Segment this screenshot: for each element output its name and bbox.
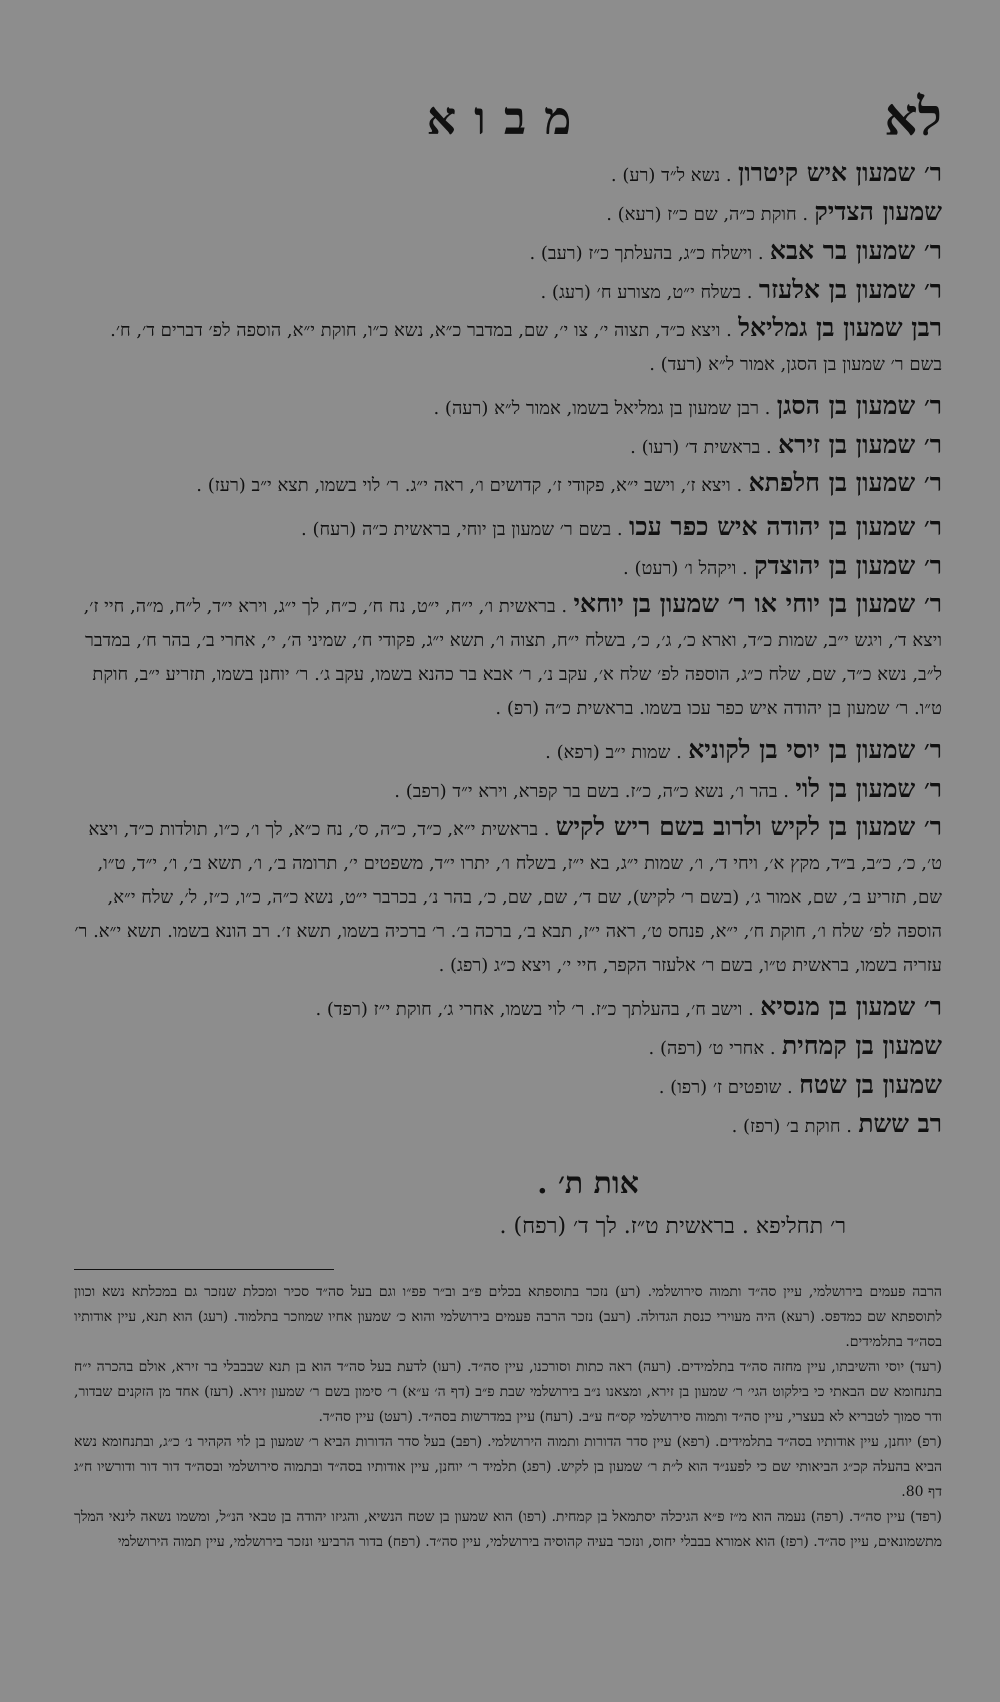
entry-references: . חוקת כ״ה, שם כ״ז (רעא) . [606,204,809,225]
entry-references: . ויקהל ו׳ (רעט) . [623,558,748,579]
list-item [74,1029,942,1066]
entry-name: ר׳ שמעון בן לקיש ולרוב בשם ריש לקיש [555,812,942,841]
entry-name: ר׳ שמעון איש קיטרון [738,158,942,187]
list-item [74,588,942,725]
entry-references: . בשם ר׳ שמעון בן יוחי, בראשית כ״ה (רעח) . [301,519,623,540]
entry-references: . חוקת ב׳ (רפז) . [731,1116,852,1137]
list-item [74,811,942,982]
list-item [74,428,942,465]
list-item [74,1107,942,1144]
entry-name: רב ששת [858,1109,942,1138]
entry-references: . רבן שמעון בן גמליאל בשמו, אמור ל״א (רעה) . [433,398,771,419]
list-item [74,389,942,426]
list-item [74,312,942,381]
list-item [74,772,942,809]
entry-name: רבן שמעון בן גמליאל [738,313,942,342]
entry-list [74,156,942,1144]
footnote-paragraph: (רעד) יוסי והשיבתו, עיין מחזה סה״ד בתלמידים. (רעה) ראה כתות וסורכנו, עיין סה״ד. (רעו) לדעת בעל סה״ד הוא בן תנא שבבבלי בר זירא, אולם בהכרה י״ח בתנחומא שם הבאתי כי בילקוט הגי׳ ר׳ שמעון בן זירא, ומצאנו נ״ב בירושלמי שבת פ״ב (דף ה׳ ע״א) ר׳ סימון בשם ר׳ שמעון זירא. (רעז) אחד מן הזקנים שבדור, ודר סמוך לטבריא לא בעצרי, עיין סה״ד ותמוה סירושלמי קס״ח ע״ב. (רעח) עיין במדרשות בסה״ד. (רעט) עיין סה״ד. [74,1359,942,1425]
entry-name: ר׳ שמעון בן יוסי בן לקוניא [688,735,942,764]
entry-name: ר׳ שמעון בן זירא [778,430,942,459]
entry-references: . וישלח כ״ג, בהעלתך כ״ז (רעב) . [529,243,764,264]
page-header [74,86,942,150]
list-item [74,1068,942,1105]
list-item [74,195,942,232]
list-item [74,273,942,310]
footnote-paragraph: הרבה פעמים בירושלמי, עיין סה״ד ותמוה סירושלמי. (רע) נזכר בתוספתא בכלים פ״ב וב״ר פפ״ו וגם בעל סה״ד סכיר ומכלת שנזכר גם במכלתא נשא וכוון לתוספתא שם כמדפס. (רעא) היה מעוירי כנסת הגדולה. (רעב) נזכר הרבה פעמים בירושלמי והוא כ׳ שמעון אחיו שמוזכר בתלמוד. (רעג) הוא תנא, עיין אודותיו בסה״ד בתלמידים. [74,1284,942,1350]
entry-references: . שמות י״ב (רפא) . [545,742,682,763]
entry-references: . בשלח י״ט, מצורע ח׳ (רעג) . [540,282,753,303]
entry-references: . נשא ל״ד (רע) . [610,165,732,186]
footnote-paragraph: (רפ) יוחנן, עיין אודותיו בסה״ד בתלמידים. (רפא) עיין סדר הדורות ותמוה הירושלמי. (רפב) בעל סדר הדורות הביא ר׳ שמעון בן לוי הקהיר נ׳ כ״ג, ובתנחומא נשא הביא בהעלה קכ״ג הביאותי שם כי לפענ״ד הוא ל״ת ר׳ שמעון בן לקיש. (רפג) תלמיד ר׳ יוחנן, עיין אודותיו בסה״ד ובתמוה סירושלמי ובסה״ד דור דור ודורשיו ח״ג דף 80. [74,1434,942,1500]
list-item [74,156,942,193]
entry-name: ר׳ שמעון בן יהודה איש כפר עכו [628,512,942,541]
entry-name: ר׳ שמעון בר אבא [769,236,942,265]
section-heading: אות ת׳ . [537,1166,639,1201]
footnotes [74,1280,942,1555]
list-item [74,234,942,271]
entry-references: . בראשית ו׳, י״ח, י״ט, נח ח׳, כ״ח, לך י״ג, וירא י״ד, ל״ח, מ״ה, חיי ז׳, ויצא ד׳, ויגש י״ב, שמות כ״ד, וארא כ׳, ג׳, כ׳, בשלח י״ח, תצוה ו׳, תשא י״ג, פקודי ח׳, שמיני ה׳, י׳, אחרי ב׳, בהר ח׳, במדבר ל״ב, נשא כ״ד, שם, שלח כ״ג, הוספה לפ׳ שלח א׳, עקב נ׳, ר׳ אבא בר כהנא בשמו, עקב ג׳. ר׳ יוחנן בשמו, תזריע י״ב, חוקת ט״ו. ר׳ שמעון בן יהודה איש כפר עכו בשמו. בראשית כ״ה (רפ) . [83,596,942,719]
entry-references: . וישב ח׳, בהעלתך כ״ז. ר׳ לוי בשמו, אחרי ג׳, חוקת י״ז (רפד) . [315,999,754,1020]
entry-references: . אחרי ט׳ (רפה) . [648,1038,776,1059]
entry-name: ר׳ שמעון בן הסגן [776,391,942,420]
page-number: לא [884,87,942,148]
list-item [74,990,942,1027]
entry-references: . שופטים ז׳ (רפו) . [658,1077,793,1098]
entry-references: . ויצא כ״ד, תצוה י׳, צו י׳, שם, במדבר כ״א, נשא כ״ו, חוקת י״א, הוספה לפ׳ דברים ד׳, ח׳. בשם ר׳ שמעון בן הסגן, אמור ל״א (רעד) . [110,320,942,375]
list-item [74,733,942,770]
entry-name: ר׳ שמעון בן לוי [795,774,942,803]
entry-name: שמעון בן קמחית [781,1031,942,1060]
entry-name: ר׳ שמעון בן יהוצדק [754,551,942,580]
list-item [74,510,942,547]
entry-name: שמעון הצדיק [814,197,942,226]
entry-name: ר׳ שמעון בן מנסיא [760,992,942,1021]
entry-references: . בראשית ד׳ (רעו) . [630,437,772,458]
entry-name: ר׳ שמעון בן יוחי או ר׳ שמעון בן יוחאי [573,589,942,618]
entry-references: . בהר ו׳, נשא כ״ה, כ״ז. בשם בר קפרא, וירא י״ד (רפב) . [394,781,789,802]
entry-references: . ויצא ז׳, וישב י״א, פקודי ז׳, קדושים ו׳, ראה י״ג. ר׳ לוי בשמו, תצא י״ב (רעז) . [196,475,743,496]
page-title: מבוא [426,91,590,145]
section-entry: ר׳ תחליפא . בראשית ט״ז. לך ד׳ (רפח) . [499,1214,846,1239]
entry-references: . בראשית י״א, כ״ד, כ״ה, ס׳, נח כ״א, לך ו׳, כ״ו, תולדות כ״ד, ויצא ט׳, כ׳, כ״ב, ב״ד, מקץ א׳, ויחי ד׳, ו׳, שמות י״ג, בא י״ז, בשלח ו׳, יתרו י״ד, משפטים י׳, תרומה ב׳, ו׳, תשא ב׳, ו׳, י״ד, ט״ו, שם, תזריע ב׳, שם, אמור ג׳, (בשם ר׳ לקיש), שם ד׳, שם, שם, כ׳, בהר נ׳, בכרבר י״ט, נשא כ״ה, כ״ו, כ״ז, ל׳, שלח י״א, הוספה לפ׳ שלח ו׳, חוקת ח׳, י״א, פנחס ט׳, ראה י״ז, תבא ב׳, ברכה ב׳. ר׳ ברכיה בשמו, תשא ז׳. רב הונא בשמו. תשא י״א. ר׳ עזריה בשמו, בראשית ט״ו, בשם ר׳ אלעזר הקפר, חיי י׳, ויצא כ״ג (רפג) . [74,819,942,976]
footnote-paragraph: (רפד) עיין סה״ד. (רפה) נעמה הוא מ״ז פ״א הגיכלה יסתמאל בן קמחית. (רפו) הוא שמעון בן שטח הנשיא, והגיזו יהודה בן טבאי הנ״ל, ומשמו נשאה לינאי המלך מתשמונאים, עיין סה״ד. (רפז) הוא אמורא בבבלי יחוס, ונזכר בעיה קהוסיה בירושלמי, עיין סה״ד. (רפח) בדור הרביעי ונזכר בירושלמי, עיין תמוה הירושלמי [74,1509,943,1550]
entry-name: שמעון בן שטח [799,1070,942,1099]
list-item [74,549,942,586]
entry-name: ר׳ שמעון בן אלעזר [758,275,942,304]
footnote-divider [74,1269,334,1270]
list-item [74,467,942,502]
entry-name: ר׳ שמעון בן חלפתא [748,468,942,497]
